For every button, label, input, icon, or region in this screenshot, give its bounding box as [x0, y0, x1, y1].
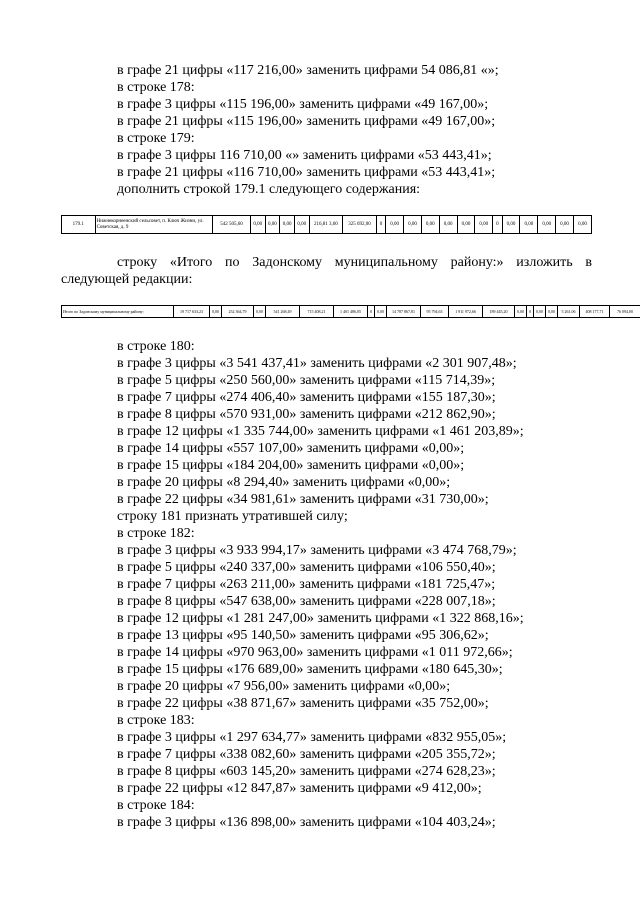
text-line: в строке 180: — [117, 339, 195, 354]
table-cell: 0,00 — [556, 216, 574, 234]
text-line: в строке 178: — [117, 80, 195, 95]
text-line: в графе 22 цифры «38 871,67» заменить цифрами «35 752,00»; — [117, 696, 489, 711]
table-cell: 0,00 — [546, 306, 558, 318]
table-cell: 0,00 — [515, 306, 527, 318]
text-line: в графе 15 цифры «176 689,00» заменить цифрами «180 645,30»; — [117, 662, 503, 677]
table-cell: 76 094,00 — [610, 306, 640, 318]
text-line: в графе 12 цифры «1 335 744,00» заменить цифрами «1 461 203,89»; — [117, 424, 524, 439]
text-line: в графе 7 цифры «338 082,60» заменить цифрами «205 355,72»; — [117, 747, 496, 762]
table-cell: 1 911 972,66 — [449, 306, 483, 318]
table-cell: 715 408,21 — [300, 306, 334, 318]
table-cell: Итого по Задонскому муниципальному району: — [62, 306, 174, 318]
table-cell: 0,00 — [502, 216, 520, 234]
text-line: в графе 20 цифры «7 956,00» заменить цифрами «0,00»; — [117, 679, 451, 694]
table-cell: 5 261,06 — [558, 306, 580, 318]
table-cell: 0,00 — [538, 216, 556, 234]
text-line: в графе 22 цифры «12 847,87» заменить цифрами «9 412,00»; — [117, 781, 482, 796]
text-line: в графе 3 цифры «3 933 994,17» заменить цифрами «3 474 768,79»; — [117, 543, 517, 558]
table-cell: 0,00 — [386, 216, 404, 234]
text-line: в строке 182: — [117, 526, 195, 541]
table-cell: 1 401 486,05 — [334, 306, 368, 318]
text-line: в строке 179: — [117, 131, 195, 146]
table-cell: 179.1 — [62, 216, 96, 234]
table-cell: 325 692,00 — [343, 216, 377, 234]
text-line: в строке 183: — [117, 713, 195, 728]
table-cell: 0,00 — [265, 216, 280, 234]
table-cell: 252 364,79 — [222, 306, 254, 318]
text-line: в графе 21 цифры «116 710,00» заменить цифрами «53 443,41»; — [117, 165, 496, 180]
text-line: в графе 14 цифры «970 963,00» заменить цифрами «1 011 972,66»; — [117, 645, 513, 660]
text-line: в графе 8 цифры «547 638,00» заменить цифрами «228 007,18»; — [117, 594, 496, 609]
table-cell: 0,00 — [520, 216, 538, 234]
table-cell: 0,00 — [250, 216, 265, 234]
table-cell: 408 177,71 — [580, 306, 610, 318]
table-cell: 19 717 633,23 — [174, 306, 210, 318]
text-line: в графе 3 цифры «136 898,00» заменить цифрами «104 403,24»; — [117, 815, 496, 830]
table-cell: 0,00 — [534, 306, 546, 318]
table-cell: 0,00 — [573, 216, 591, 234]
paragraph-line: строку «Итого по Задонскому муниципальному району:» изложить в — [117, 255, 592, 270]
paragraph-line: следующей редакции: — [61, 272, 193, 287]
table-cell: 0,00 — [475, 216, 493, 234]
table-cell: 0 — [493, 216, 502, 234]
table-cell: 0 — [527, 306, 534, 318]
text-line: в графе 21 цифры «115 196,00» заменить цифрами «49 167,00»; — [117, 114, 496, 129]
text-line: строку 181 признать утратившей силу; — [117, 509, 348, 524]
table-cell: 0,00 — [404, 216, 422, 234]
table-cell: 0,00 — [210, 306, 222, 318]
text-line: в графе 20 цифры «8 294,40» заменить цифрами «0,00»; — [117, 475, 451, 490]
table-cell: 95 794,63 — [421, 306, 449, 318]
text-line: в графе 7 цифры «274 406,40» заменить цифрами «155 187,30»; — [117, 390, 496, 405]
table-row-total — [61, 305, 640, 318]
text-line: в строке 184: — [117, 798, 195, 813]
text-line: в графе 22 цифры «34 981,61» заменить цифрами «31 730,00»; — [117, 492, 489, 507]
text-line: в графе 3 цифры «1 297 634,77» заменить цифрами «832 955,05»; — [117, 730, 507, 745]
table-cell: 14 787 867,81 — [387, 306, 421, 318]
table-cell: 0,00 — [375, 306, 387, 318]
text-line: в графе 3 цифры «115 196,00» заменить цифрами «49 167,00»; — [117, 97, 489, 112]
text-line: в графе 5 цифры «240 337,00» заменить цифрами «106 550,40»; — [117, 560, 496, 575]
table-cell: 189 445,20 — [483, 306, 515, 318]
table-cell: 0,00 — [280, 216, 295, 234]
table-cell: 542 505,60 — [213, 216, 251, 234]
text-line: в графе 8 цифры «603 145,20» заменить цифрами «274 628,23»; — [117, 764, 496, 779]
table-cell: Нижнекорнеенский сельсовет, п. Ключ Жизни, ул. Советская, д. 9 — [95, 216, 213, 234]
table-cell: 0,00 — [294, 216, 309, 234]
text-line: в графе 3 цифры «3 541 437,41» заменить цифрами «2 301 907,48»; — [117, 356, 517, 371]
table-cell: 0,00 — [254, 306, 266, 318]
text-line: в графе 5 цифры «250 560,00» заменить цифрами «115 714,39»; — [117, 373, 496, 388]
text-line: в графе 15 цифры «184 204,00» заменить цифрами «0,00»; — [117, 458, 465, 473]
text-line: в графе 13 цифры «95 140,50» заменить цифрами «95 306,62»; — [117, 628, 489, 643]
table-cell: 0,00 — [457, 216, 475, 234]
table-row-179-1 — [61, 215, 592, 234]
text-line: в графе 12 цифры «1 281 247,00» заменить цифрами «1 322 868,16»; — [117, 611, 524, 626]
table-cell: 0,00 — [421, 216, 439, 234]
table-cell: 541 268,49 — [266, 306, 300, 318]
text-line: в графе 7 цифры «263 211,00» заменить цифрами «181 725,47»; — [117, 577, 496, 592]
text-line: в графе 14 цифры «557 107,00» заменить цифрами «0,00»; — [117, 441, 465, 456]
table-cell: 0 — [376, 216, 385, 234]
table-cell: 216,81 3,60 — [309, 216, 343, 234]
text-line: в графе 21 цифры «117 216,00» заменить цифрами 54 086,81 «»; — [117, 63, 499, 78]
text-line: в графе 3 цифры 116 710,00 «» заменить цифрами «53 443,41»; — [117, 148, 492, 163]
table-cell: 0,00 — [439, 216, 457, 234]
text-line: в графе 8 цифры «570 931,00» заменить цифрами «212 862,90»; — [117, 407, 496, 422]
table-cell: 0 — [368, 306, 375, 318]
text-line: дополнить строкой 179.1 следующего содержания: — [117, 182, 421, 197]
